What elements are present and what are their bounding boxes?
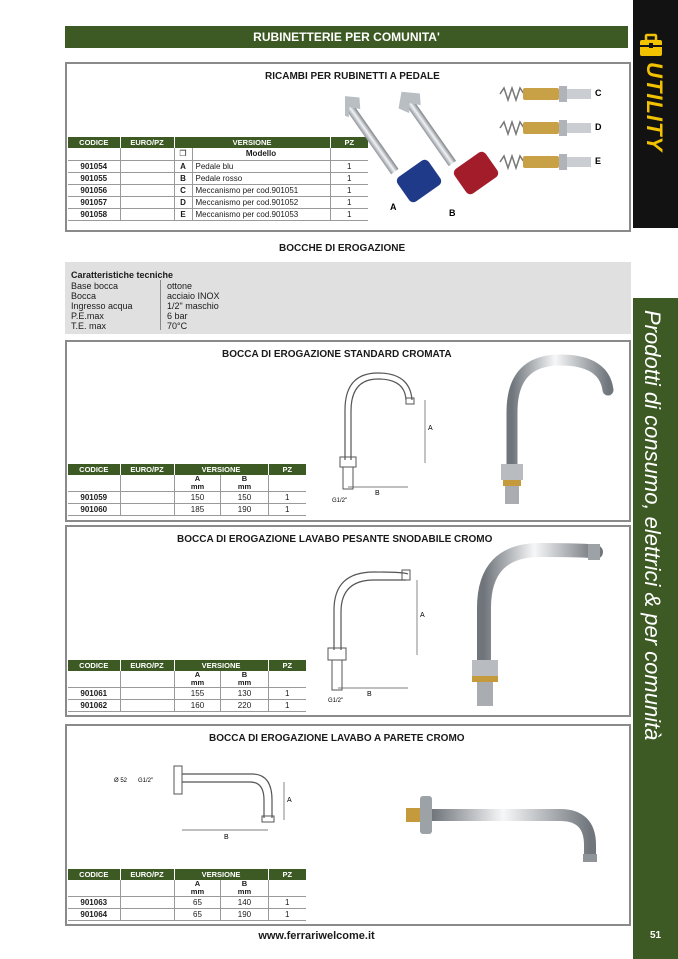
svg-text:B: B bbox=[367, 691, 372, 698]
cartridges-image bbox=[495, 80, 610, 180]
table-row: 901055 B Pedale rosso 1 bbox=[68, 172, 368, 184]
table-row: 901058 E Meccanismo per cod.901053 1 bbox=[68, 208, 368, 220]
specs-panel: Caratteristiche tecniche Base bocca ottone Bocca acciaio INOX Ingresso acqua 1/2" maschio P.E.max 6 bar T.E. max 70°C bbox=[65, 262, 631, 334]
footer-url[interactable]: www.ferrariwelcome.it bbox=[258, 930, 375, 942]
sidebar-gap bbox=[633, 228, 678, 298]
label-d: D bbox=[595, 122, 602, 132]
svg-text:G1/2": G1/2" bbox=[332, 498, 348, 504]
sidebar-brand: UTILITY bbox=[642, 62, 667, 153]
label-c: C bbox=[595, 88, 602, 98]
col-pz: PZ bbox=[330, 137, 368, 148]
col-versione: VERSIONE bbox=[174, 137, 330, 148]
svg-text:A: A bbox=[420, 612, 425, 619]
svg-text:A: A bbox=[428, 425, 433, 432]
section-title: BOCCA DI EROGAZIONE LAVABO PESANTE SNODABILE CROMO bbox=[177, 534, 493, 545]
label-b: B bbox=[449, 208, 456, 218]
page-number: 51 bbox=[649, 930, 662, 941]
table-row: 901054 A Pedale blu 1 bbox=[68, 160, 368, 172]
label-a: A bbox=[390, 202, 397, 212]
svg-text:A: A bbox=[287, 797, 292, 804]
svg-text:Ø 52: Ø 52 bbox=[114, 778, 128, 784]
pedals-image bbox=[345, 88, 510, 223]
standard-spout-table: CODICE EURO/PZ VERSIONE PZ A mm B mm 901059 150 150 1 901060 185 190 1 bbox=[68, 464, 306, 516]
section-title: BOCCA DI EROGAZIONE STANDARD CROMATA bbox=[222, 349, 452, 360]
toolbox-icon bbox=[637, 32, 665, 58]
bocche-title: BOCCHE DI EROGAZIONE bbox=[279, 243, 406, 254]
wall-spout-photo bbox=[400, 790, 605, 870]
table-row: 901064 65 190 1 bbox=[68, 909, 306, 921]
heavy-spout-table: CODICE EURO/PZ VERSIONE PZ A mm B mm 901061 155 130 1 901062 160 220 1 bbox=[68, 660, 306, 712]
sidebar-category: Prodotti di consumo, elettrici & per comunità bbox=[640, 310, 665, 741]
section-title: BOCCA DI EROGAZIONE LAVABO A PARETE CROMO bbox=[209, 733, 465, 744]
page-title: RUBINETTERIE PER COMUNITA' bbox=[65, 26, 628, 48]
wall-spout-drawing bbox=[112, 760, 302, 845]
specs-title: Caratteristiche tecniche bbox=[71, 270, 174, 280]
svg-text:B: B bbox=[375, 490, 380, 497]
checkbox-icon: ❐ bbox=[174, 148, 192, 160]
table-row: 901061 155 130 1 bbox=[68, 688, 306, 700]
table-row: 901056 C Meccanismo per cod.901051 1 bbox=[68, 184, 368, 196]
svg-text:G1/2": G1/2" bbox=[138, 778, 154, 784]
table-row: 901057 D Meccanismo per cod.901052 1 bbox=[68, 196, 368, 208]
pedal-spares-table bbox=[68, 137, 368, 221]
table-row: 901060 185 190 1 bbox=[68, 504, 306, 516]
label-e: E bbox=[595, 156, 602, 166]
heavy-spout-drawing bbox=[322, 560, 437, 705]
standard-spout-drawing bbox=[330, 365, 440, 510]
heavy-spout-photo bbox=[460, 538, 605, 713]
section-title: RICAMBI PER RUBINETTI A PEDALE bbox=[265, 71, 440, 82]
table-row: 901062 160 220 1 bbox=[68, 700, 306, 712]
standard-spout-photo bbox=[492, 352, 620, 510]
col-euro: EURO/PZ bbox=[120, 137, 174, 148]
table-row: 901063 65 140 1 bbox=[68, 897, 306, 909]
svg-text:B: B bbox=[224, 834, 229, 841]
table-row: 901059 150 150 1 bbox=[68, 492, 306, 504]
wall-spout-table: CODICE EURO/PZ VERSIONE PZ A mm B mm 901063 65 140 1 901064 65 190 1 bbox=[68, 869, 306, 921]
modello-label: Modello bbox=[192, 148, 330, 160]
svg-text:G1/2": G1/2" bbox=[328, 698, 344, 704]
col-codice: CODICE bbox=[68, 137, 120, 148]
